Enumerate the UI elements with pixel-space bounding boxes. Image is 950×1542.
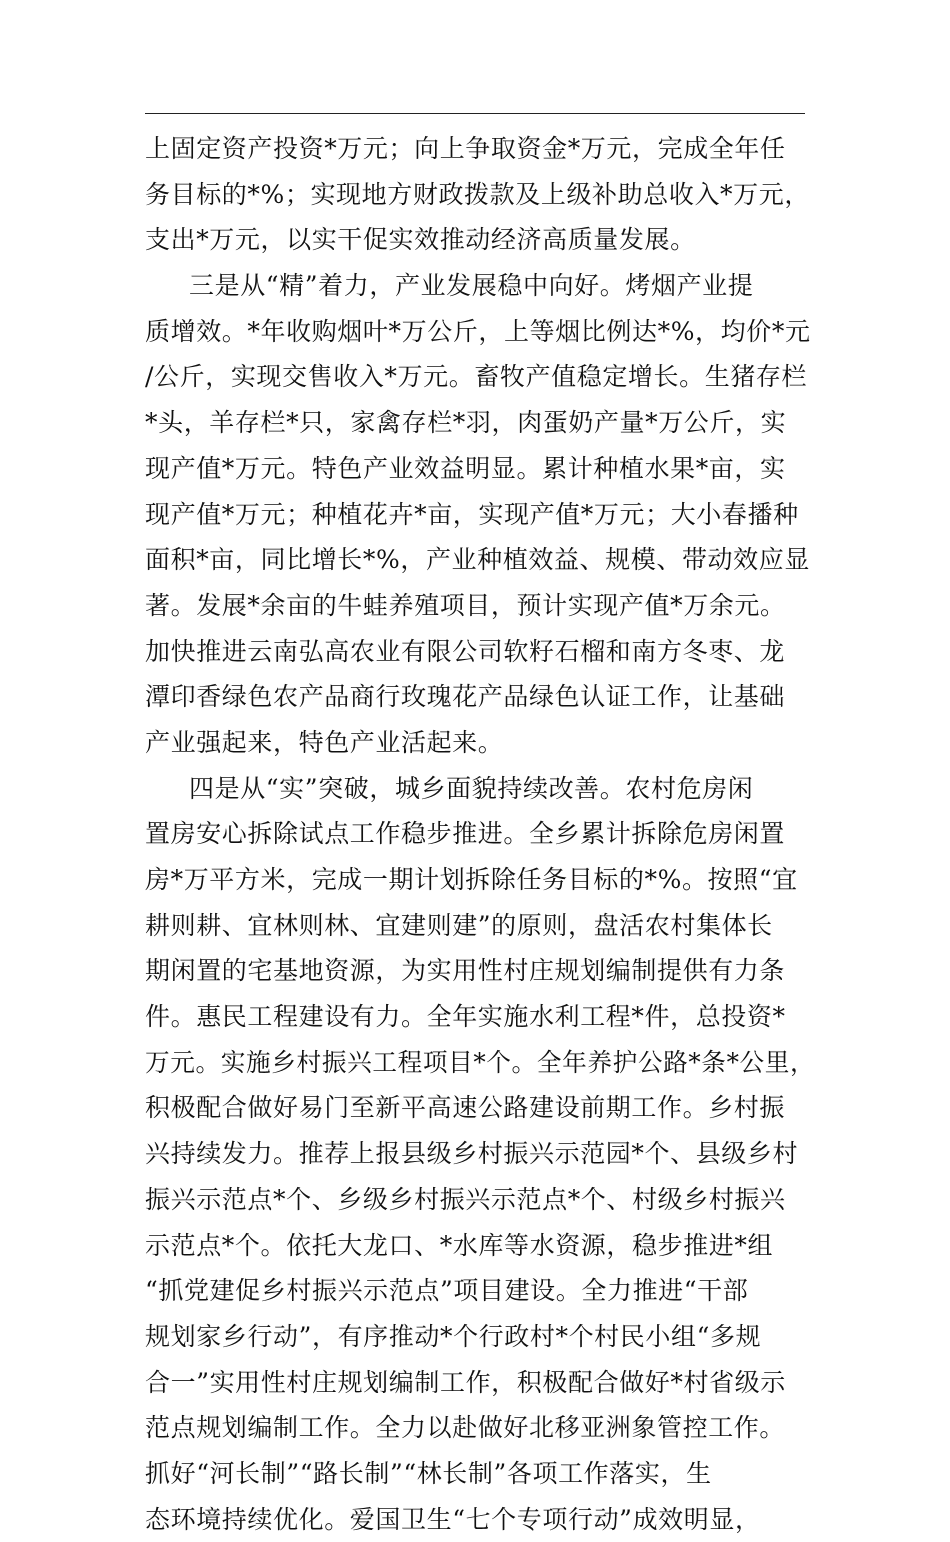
text-line: 振兴示范点*个、乡级乡村振兴示范点*个、村级乡村振兴: [145, 1184, 786, 1214]
text-line: 产业强起来，特色产业活起来。: [145, 727, 504, 757]
text-line: *头，羊存栏*只，家禽存栏*羽，肉蛋奶产量*万公斤，实: [145, 408, 787, 438]
text-line: 房*万平方米，完成一期计划拆除任务目标的*%。按照“宜: [145, 865, 798, 894]
text-line: 态环境持续优化。爱国卫生“七个专项行动”成效明显，: [145, 1504, 761, 1534]
text-line: 规划家乡行动”，有序推动*个行政村*个村民小组“多规: [145, 1321, 762, 1351]
text-line: 范点规划编制工作。全力以赴做好北移亚洲象管控工作。: [145, 1413, 786, 1443]
text-line: 抓好“河长制”“路长制”“林长制”各项工作落实，生: [145, 1458, 712, 1488]
text-line: 务目标的*%；实现地方财政拨款及上级补助总收入*万元，: [145, 179, 810, 209]
text-line: 兴持续发力。推荐上报县级乡村振兴示范园*个、县级乡村: [145, 1139, 799, 1169]
text-line: 面积*亩，同比增长*%，产业种植效益、规模、带动效应显: [145, 545, 810, 575]
text-line: 现产值*万元。特色产业效益明显。累计种植水果*亩，实: [145, 453, 786, 483]
text-line: 上固定资产投资*万元；向上争取资金*万元，完成全年任: [145, 134, 786, 163]
text-line: 三是从“精”着力，产业发展稳中向好。烤烟产业提: [189, 271, 754, 301]
text-line: 置房安心拆除试点工作稳步推进。全乡累计拆除危房闲置: [145, 819, 786, 849]
text-line: 著。发展*余亩的牛蛙养殖项目，预计实现产值*万余元。: [145, 590, 786, 620]
text-line: 期闲置的宅基地资源，为实用性村庄规划编制提供有力条: [145, 956, 786, 986]
text-line: 四是从“实”突破，城乡面貌持续改善。农村危房闲: [189, 773, 754, 803]
text-line: 潭印香绿色农产品商行玫瑰花产品绿色认证工作，让基础: [145, 682, 786, 712]
text-line: 万元。实施乡村振兴工程项目*个。全年养护公路*条*公里，: [145, 1047, 816, 1077]
text-line: 积极配合做好易门至新平高速公路建设前期工作。乡村振: [145, 1093, 786, 1123]
text-line: 现产值*万元；种植花卉*亩，实现产值*万元；大小春播种: [145, 499, 799, 529]
header-rule: [145, 113, 805, 114]
text-line: 质增效。*年收购烟叶*万公斤，上等烟比例达*%，均价*元: [145, 316, 811, 346]
text-line: 件。惠民工程建设有力。全年实施水利工程*件，总投资*: [145, 1002, 786, 1032]
body-text: [145, 126, 815, 1542]
text-line: /公斤，实现交售收入*万元。畜牧产值稳定增长。生猪存栏: [145, 362, 808, 392]
text-line: 耕则耕、宜林则林、宜建则建”的原则，盘活农村集体长: [145, 910, 773, 940]
text-line: “抓党建促乡村振兴示范点”项目建设。全力推进“干部: [145, 1276, 749, 1306]
text-line: 加快推进云南弘高农业有限公司软籽石榴和南方冬枣、龙: [145, 636, 786, 666]
text-line: 合一”实用性村庄规划编制工作，积极配合做好*村省级示: [145, 1367, 786, 1397]
text-line: 支出*万元，以实干促实效推动经济高质量发展。: [145, 225, 696, 255]
text-line: 示范点*个。依托大龙口、*水库等水资源，稳步推进*组: [145, 1230, 774, 1260]
